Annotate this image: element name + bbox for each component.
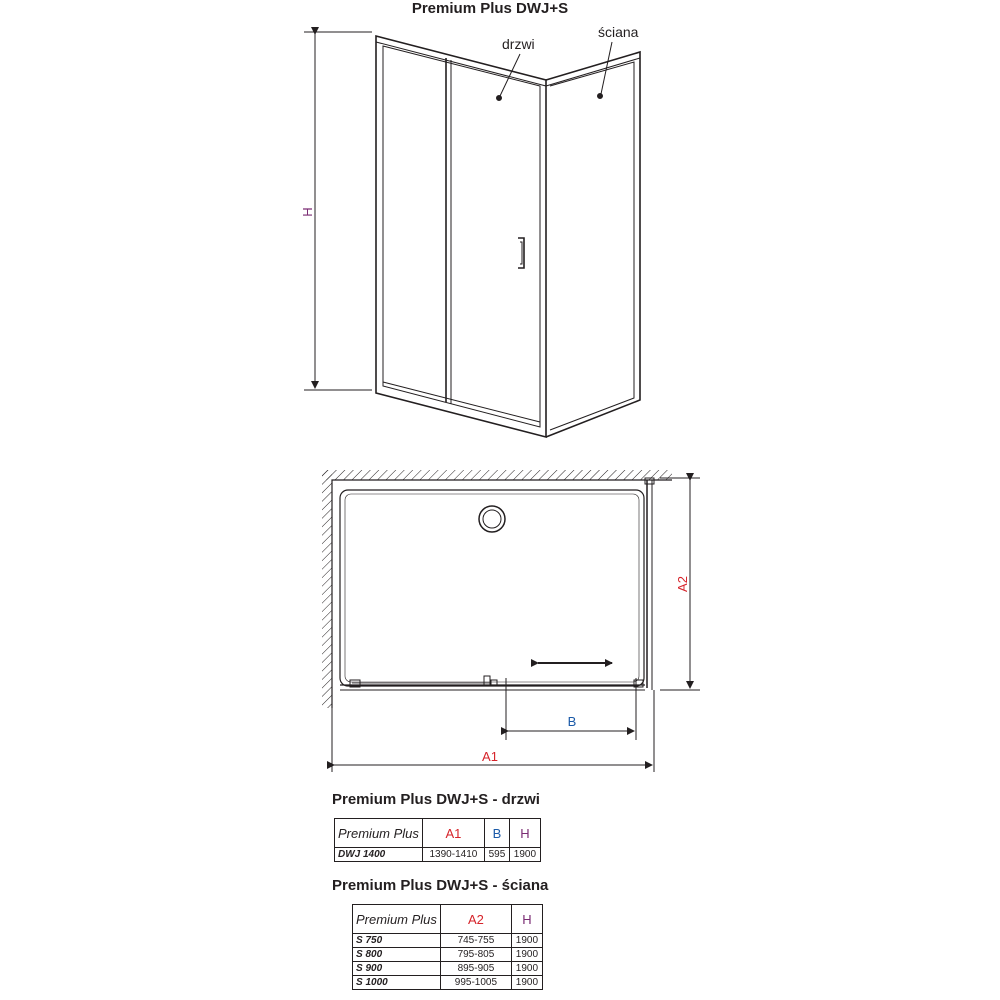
doors-spec-table — [334, 818, 541, 862]
a1-cell: 1390-1410 — [422, 848, 484, 862]
h-cell: 1900 — [509, 848, 540, 862]
wall-label: ściana — [598, 24, 639, 40]
model-cell: S 1000 — [353, 976, 441, 990]
door-frame-inner — [383, 46, 540, 427]
b-dimension — [506, 678, 636, 740]
b-cell: 595 — [484, 848, 509, 862]
h-cell: 1900 — [511, 934, 542, 948]
door-label-dot — [497, 96, 502, 101]
doors-header-a1: A1 — [422, 819, 484, 848]
wall-header-series: Premium Plus — [353, 905, 441, 934]
wall-panel-inner — [550, 62, 634, 430]
height-dim-label: H — [300, 207, 315, 217]
wall-header-a2: A2 — [440, 905, 511, 934]
model-cell: S 900 — [353, 962, 441, 976]
model-cell: S 800 — [353, 948, 441, 962]
table-row — [335, 848, 541, 862]
doors-header-series: Premium Plus — [335, 819, 423, 848]
door-label: drzwi — [502, 36, 535, 52]
a1-dim-label: A1 — [482, 749, 498, 764]
table-row — [353, 962, 543, 976]
wall-header-h: H — [511, 905, 542, 934]
product-title: Premium Plus DWJ+S — [411, 0, 569, 17]
a2-cell: 995-1005 — [440, 976, 511, 990]
model-cell: DWJ 1400 — [335, 848, 423, 862]
wall-panel-outer — [546, 52, 640, 437]
table-row — [353, 948, 543, 962]
shower-tray — [340, 490, 644, 686]
a2-dim-label: A2 — [675, 576, 690, 592]
door-frame-outer — [376, 36, 546, 437]
doors-header-h: H — [509, 819, 540, 848]
table-row — [353, 976, 543, 990]
side-wall-hatch — [322, 470, 332, 708]
back-wall-hatch — [322, 470, 672, 480]
plan-view — [322, 470, 672, 708]
a2-cell: 745-755 — [440, 934, 511, 948]
wall-spec-table — [352, 904, 543, 990]
h-cell: 1900 — [511, 962, 542, 976]
b-dim-label: B — [567, 714, 577, 729]
model-cell: S 750 — [353, 934, 441, 948]
wall-label-dot — [598, 94, 603, 99]
a2-cell: 895-905 — [440, 962, 511, 976]
wall-table-title: Premium Plus DWJ+S - ściana — [332, 877, 549, 894]
h-cell: 1900 — [511, 948, 542, 962]
doors-table-title: Premium Plus DWJ+S - drzwi — [332, 791, 540, 808]
doors-header-b: B — [484, 819, 509, 848]
a2-cell: 795-805 — [440, 948, 511, 962]
table-row — [353, 934, 543, 948]
h-cell: 1900 — [511, 976, 542, 990]
